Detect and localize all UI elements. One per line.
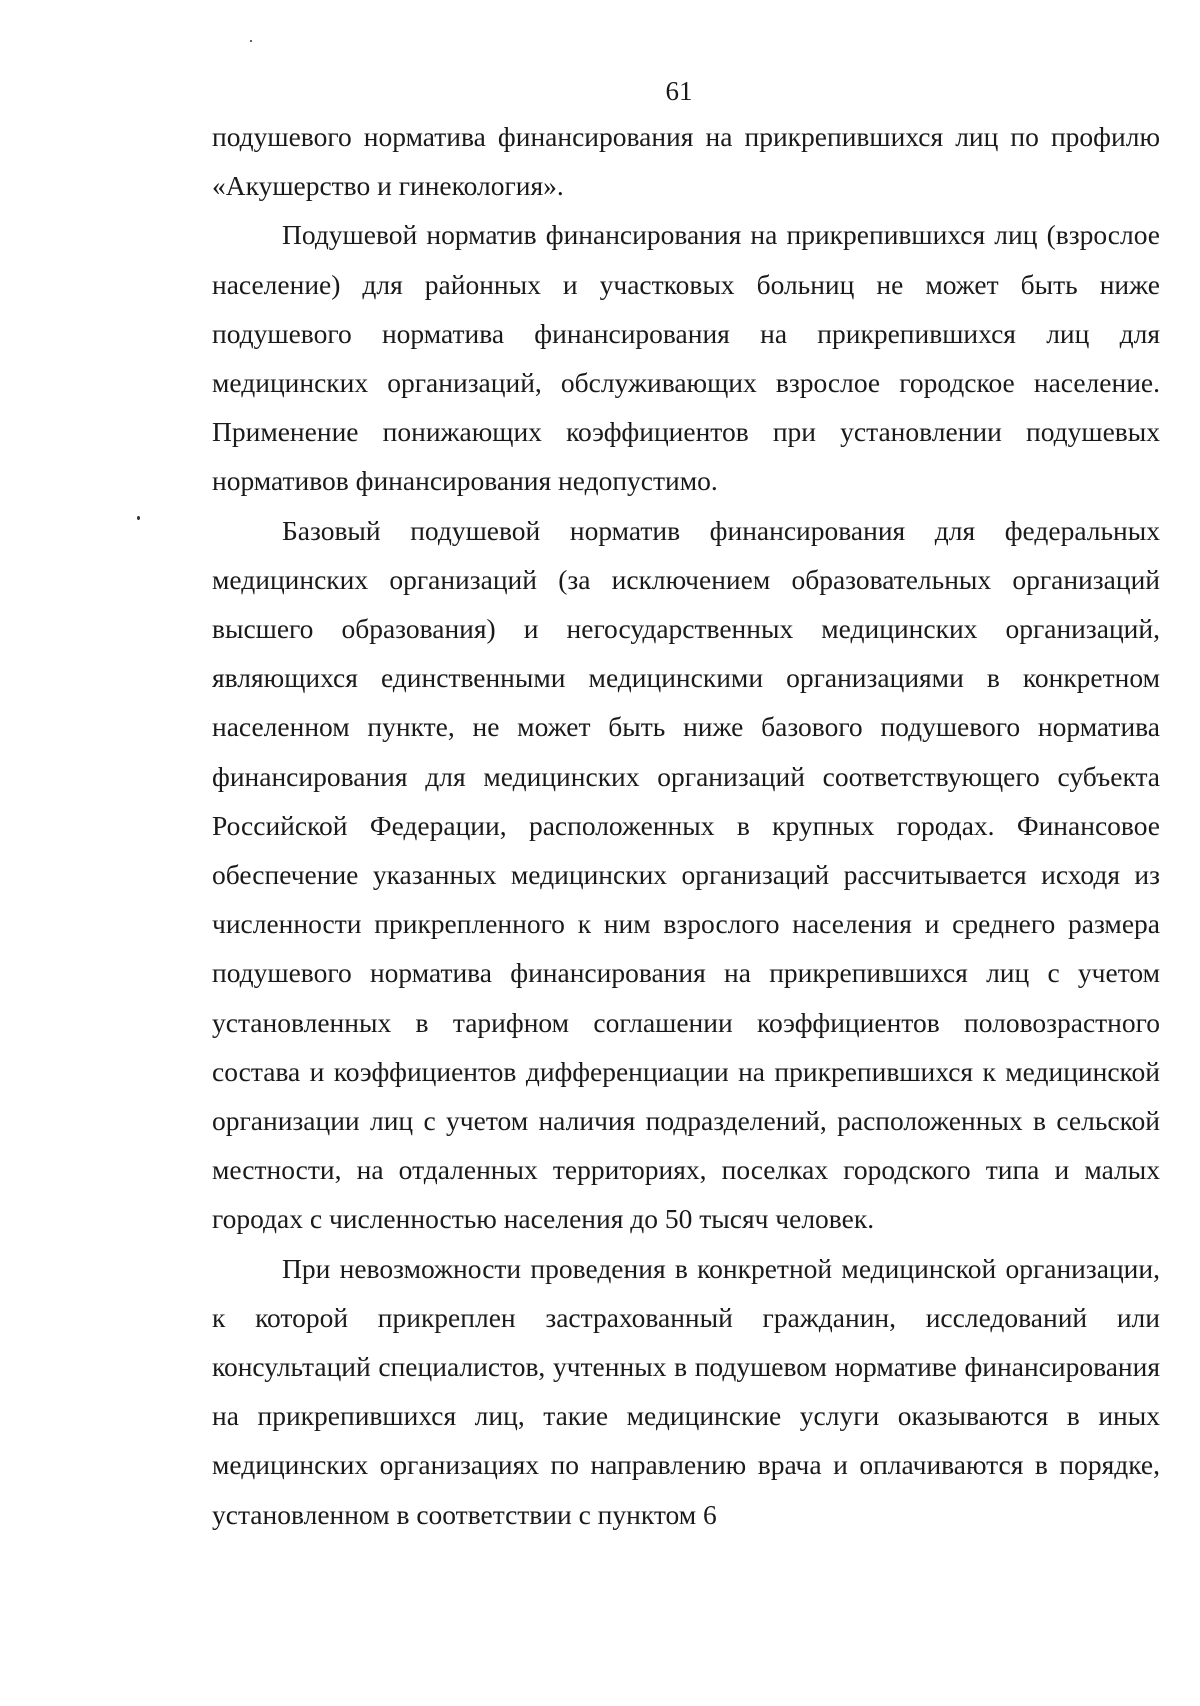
paragraph-2: Подушевой норматив финансирования на прикрепившихся лиц (взрослое население) для районных и участковых больниц не может быть ниже подушевого норматива финансирования на прикрепившихся лиц для медицинских организаций, обслуживающих взрослое городское население. Применение понижающих коэффициентов при установлении подушевых нормативов финансирования недопустимо. bbox=[212, 219, 1160, 497]
body-text bbox=[212, 112, 1160, 1539]
page-number: 61 bbox=[665, 76, 693, 106]
paragraph-1: подушевого норматива финансирования на прикрепившихся лиц по профилю «Акушерство и гинекология». bbox=[212, 121, 1160, 202]
paragraph-3: Базовый подушевой норматив финансирования для федеральных медицинских организаций (за исключением образовательных организаций высшего образования) и негосударственных медицинских организаций, являющихся единственными медицинскими организациями в конкретном населенном пункте, не может быть ниже базового подушевого норматива финансирования для медицинских организаций соответствующего субъекта Российской Федерации, расположенных в крупных городах. Финансовое обеспечение указанных медицинских организаций рассчитывается исходя из численности прикрепленного к ним взрослого населения и среднего размера подушевого норматива финансирования на прикрепившихся лиц с учетом установленных в тарифном соглашении коэффициентов половозрастного состава и коэффициентов дифференциации на прикрепившихся к медицинской организации лиц с учетом наличия подразделений, расположенных в сельской местности, на отдаленных территориях, поселках городского типа и малых городах с численностью населения до 50 тысяч человек. bbox=[212, 514, 1160, 1235]
paragraph-4: При невозможности проведения в конкретной медицинской организации, к которой прикреплен застрахованный гражданин, исследований или консультаций специалистов, учтенных в подушевом нормативе финансирования на прикрепившихся лиц, такие медицинские услуги оказываются в иных медицинских организациях по направлению врача и оплачиваются в порядке, установленном в соответствии с пунктом 6 bbox=[212, 1252, 1160, 1530]
scan-speck bbox=[250, 40, 252, 42]
scan-speck bbox=[137, 516, 140, 520]
